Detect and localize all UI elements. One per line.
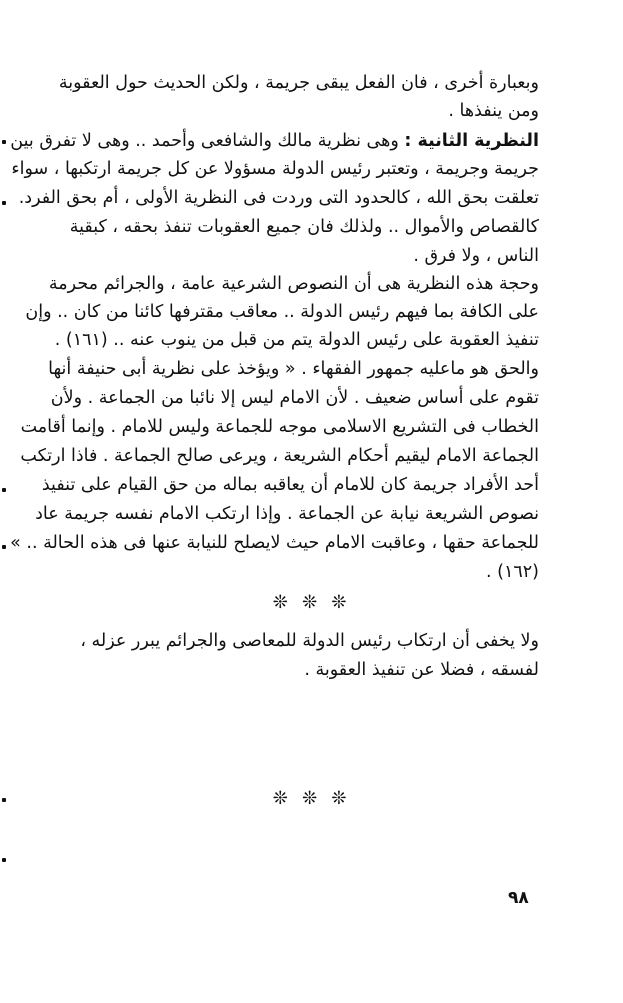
text-line: الناس ، ولا فرق .	[413, 246, 539, 266]
text-line: أحد الأفراد جريمة كان للامام أن يعاقبه بماله من حق القيام على تنفيذ	[41, 475, 539, 495]
text-line	[10, 128, 539, 154]
text-line: تنفيذ العقوبة على رئيس الدولة يتم من قبل من ينوب عنه .. (١٦١) .	[54, 330, 539, 350]
text-line: . (١٦٢)	[486, 562, 539, 582]
text-line: تعلقت بحق الله ، كالحدود التى وردت فى النظرية الأولى ، أم بحق الفرد.	[18, 188, 539, 208]
section-separator: ❊ ❊ ❊	[272, 592, 351, 613]
text-line: جريمة وجريمة ، وتعتبر رئيس الدولة مسؤولا عن كل جريمة ارتكبها ، سواء	[11, 159, 539, 179]
scan-mark	[2, 858, 6, 862]
section-separator: ❊ ❊ ❊	[272, 788, 351, 809]
text-line: وبعبارة أخرى ، فان الفعل يبقى جريمة ، ولكن الحديث حول العقوبة	[58, 73, 539, 93]
text-line: على الكافة بما فيهم رئيس الدولة .. معاقب مقترفها كائنا من كان .. وإن	[25, 302, 539, 322]
text-line: ولا يخفى أن ارتكاب رئيس الدولة للمعاصى والجرائم يبرر عزله ،	[80, 631, 539, 651]
scan-mark	[2, 201, 6, 205]
scan-mark	[2, 140, 6, 144]
page-number: ٩٨	[508, 888, 529, 908]
text-line: تقوم على أساس ضعيف . لأن الامام ليس إلا نائبا من الجماعة . ولأن	[50, 388, 539, 408]
text-line: ومن ينفذها .	[448, 101, 539, 121]
text-line: والحق هو ماعليه جمهور الفقهاء . « ويؤخذ على نظرية أبى حنيفة أنها	[48, 359, 539, 379]
text-fragment: وهى نظرية مالك والشافعى وأحمد .. وهى لا تفرق بين	[10, 131, 399, 151]
text-line: الجماعة الامام ليقيم أحكام الشريعة ، ويرعى صالح الجماعة . فاذا ارتكب	[20, 446, 539, 466]
text-line: نصوص الشريعة نيابة عن الجماعة . وإذا ارتكب الامام نفسه جريمة عاد	[35, 504, 539, 524]
scan-mark	[2, 488, 6, 492]
text-line: الخطاب فى التشريع الاسلامى موجه للجماعة وليس للامام . وإنما أقامت	[20, 417, 539, 437]
scan-mark	[2, 545, 6, 549]
scan-mark	[2, 798, 6, 802]
text-line: كالقصاص والأموال .. ولذلك فان جميع العقوبات تنفذ بحقه ، كبقية	[69, 217, 539, 237]
text-line: لفسقه ، فضلا عن تنفيذ العقوبة .	[304, 660, 539, 680]
text-line: للجماعة حقها ، وعاقبت الامام حيث لايصلح للنيابة عنها فى هذه الحالة .. »	[10, 533, 539, 553]
section-heading: النظرية الثانية :	[404, 131, 539, 151]
text-line: وحجة هذه النظرية هى أن النصوص الشرعية عامة ، والجرائم محرمة	[48, 274, 539, 294]
